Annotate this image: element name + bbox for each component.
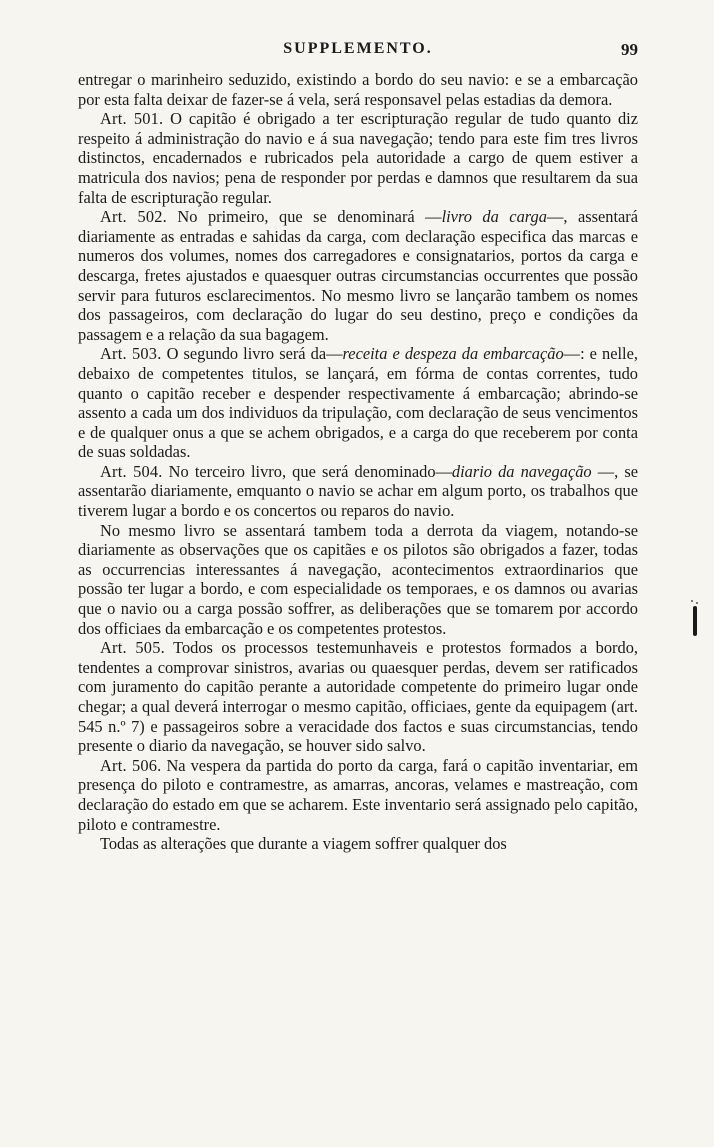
article-text: O segundo livro será da— (161, 344, 343, 364)
article-504 (78, 462, 638, 521)
article-text: —, se assentarão diariamente, emquanto o navio se achar em algum porto, os trabalhos que tiverem lugar a bordo e os concertos ou reparos do navio. (78, 461, 639, 521)
book-title-italic: diario da navegação (451, 461, 592, 481)
speck-dot (691, 600, 693, 602)
article-501 (78, 109, 638, 207)
article-506 (78, 756, 638, 834)
book-title-italic: receita e despeza da embarcação (342, 344, 564, 364)
page-number: 99 (621, 40, 638, 59)
article-text: O capitão é obrigado a ter escripturação regular de tudo quanto diz respeito á administração do navio e á sua navegação; tendo para este fim tres livros distinctos, encadernados e rubricados pela autoridade a cargo de quem estiver a matricula dos navios; pena de responder por perdas e damnos que resultarem da sua falta de escripturação regular. (78, 109, 639, 207)
page-header (78, 40, 638, 66)
article-text: —, assentará diariamente as entradas e sahidas da carga, com declaração especifica das marcas e numeros dos volumes, nomes dos carregadores e consignatarios, portos da carga e descarga, fretes ajustados e quaesquer outras circumstancias occurrentes que possão servir para futuros esclarecimentos. No mesmo livro se lançarão tambem os nomes dos passageiros, com declaração do lugar do seu destino, preço e condições da passagem e a relação da sua bagagem. (78, 207, 639, 344)
article-text: No primeiro, que se denominará — (166, 207, 442, 227)
paragraph-text: Todas as alterações que durante a viagem soffrer qualquer dos (100, 834, 507, 854)
article-number: Art. 506. (100, 755, 162, 775)
paragraph-text: No mesmo livro se assentará tambem toda a derrota da viagem, notando-se diariamente as observações que os capitães e os pilotos são obrigados a fazer, todas as occurrencias interessantes á navegação, acontecimentos extraordinarios que possão ter lugar a bordo, e com especialidade os temporaes, e os damnos ou avarias que o navio ou a carga possão soffrer, as deliberações que se tomarem por accordo dos officiaes da embarcação e os competentes protestos. (78, 520, 638, 638)
article-text: No terceiro livro, que será denominado— (162, 461, 452, 481)
article-number: Art. 502. (100, 207, 167, 227)
margin-bracket-mark (690, 600, 700, 640)
paragraph-text: entregar o marinheiro seduzido, existindo a bordo do seu navio: e se a embarcação por esta falta deixar de fazer-se á vela, será responsavel pelas estadias da demora. (78, 70, 638, 109)
article-text: Todos os processos testemunhaveis e protestos formados a bordo, tendentes a comprovar sinistros, avarias ou quaesquer perdas, devem ser ratificados com juramento do capitão perante a autoridade competente do primeiro lugar onde chegar; a qual deverá interrogar o mesmo capitão, officiaes, gente da equipagem (art. 545 n.º 7) e passageiros sobre a veracidade dos factos e suas circumstancias, tendo presente o diario da navegação, se houver sido salvo. (78, 638, 638, 756)
running-title: SUPPLEMENTO. (283, 40, 433, 57)
article-text: Na vespera da partida do porto da carga, fará o capitão inventariar, em presença do piloto e contramestre, as amarras, ancoras, velames e mastreação, com declaração do estado em que se acharem. Este inventario será assignado pelo capitão, piloto e contramestre. (78, 755, 638, 834)
article-number: Art. 505. (100, 638, 165, 658)
article-505 (78, 638, 638, 756)
book-title-italic: livro da carga (441, 207, 547, 227)
paragraph-derrota (78, 521, 638, 639)
margin-bar (693, 606, 697, 636)
article-502 (78, 207, 638, 344)
article-503 (78, 344, 638, 462)
paragraph-last-line (78, 834, 638, 854)
article-number: Art. 503. (100, 344, 162, 364)
paragraph-continuation (78, 70, 638, 109)
speck-dot (696, 602, 698, 604)
article-number: Art. 504. (100, 461, 163, 481)
article-text: —: e nelle, debaixo de competentes titulos, se lançará, em fórma de contas correntes, tudo quanto o capitão receber e despender respectivamente á embarcação; abrindo-se assento a cada um dos individuos da tripulação, com declaração de seus vencimentos e de qualquer onus a que se achem obrigados, e a carga do que receberem por conta de suas soldadas. (78, 344, 638, 462)
article-number: Art. 501. (100, 109, 164, 129)
body-text (78, 70, 638, 854)
